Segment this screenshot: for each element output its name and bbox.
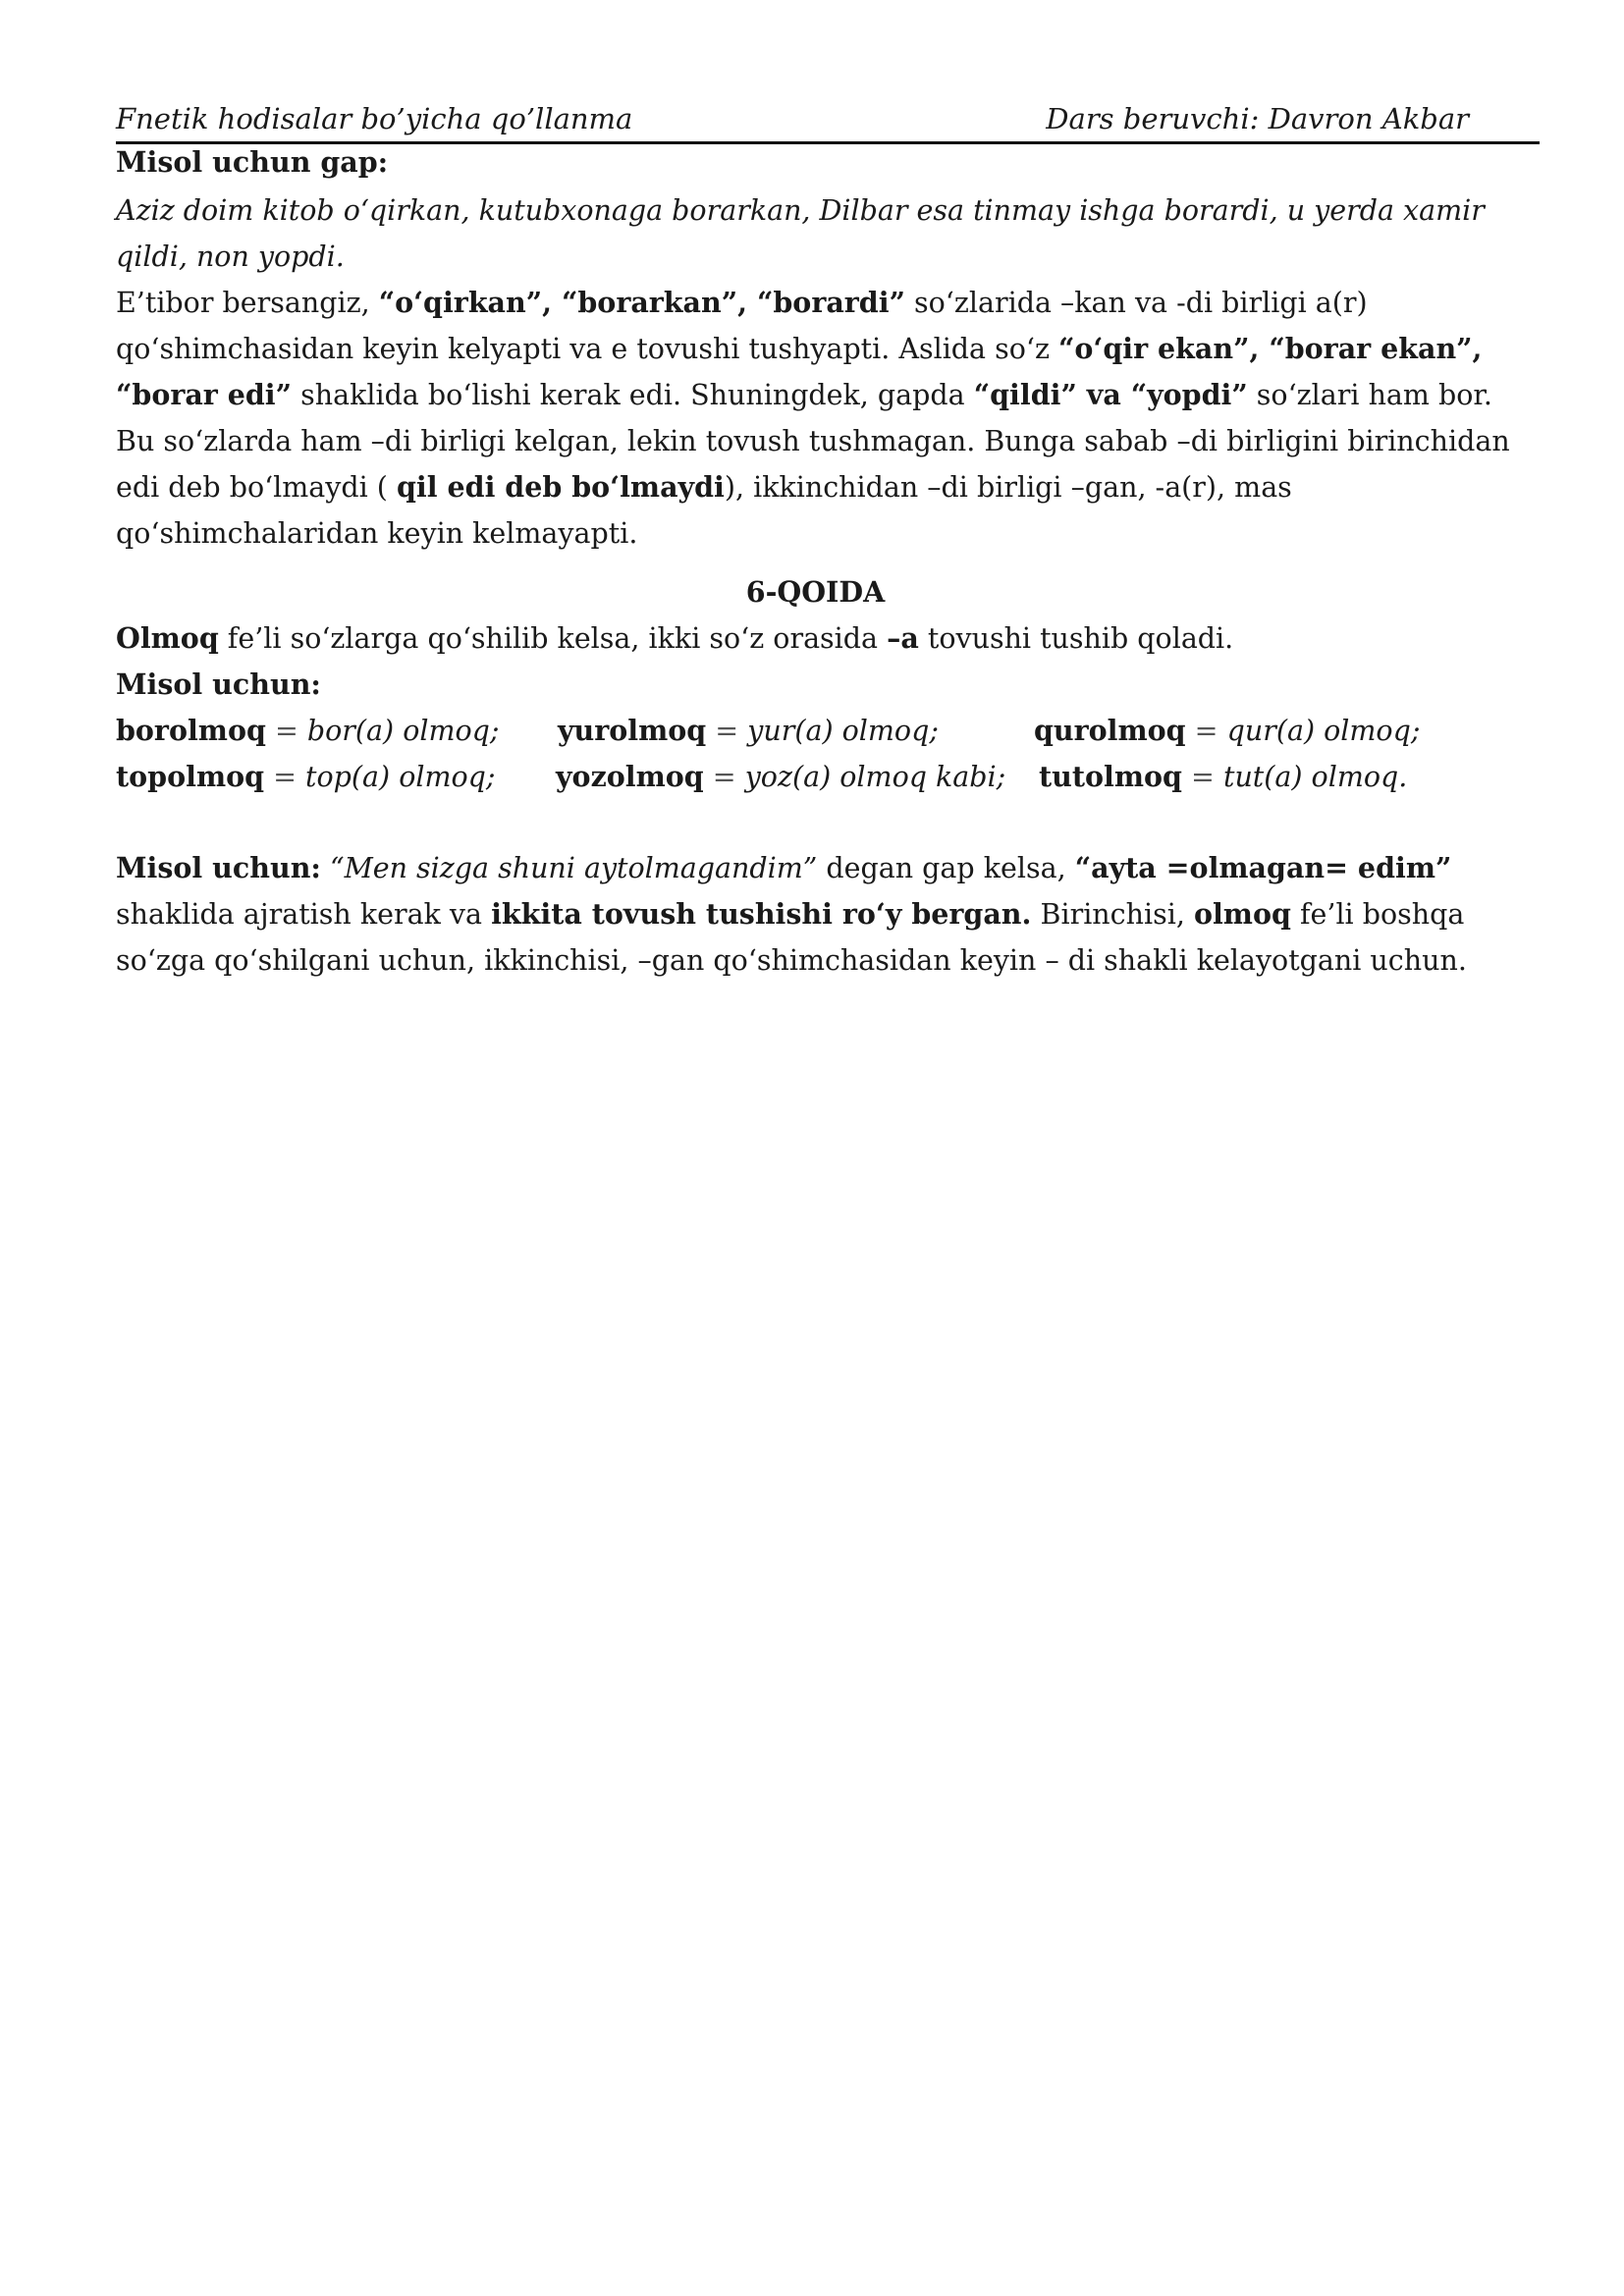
second-example-bold-2: ikkita tovush tushishi ro‘y bergan. (491, 897, 1032, 931)
example-equals: = (273, 761, 297, 793)
example-form: yoz(a) olmoq kabi; (744, 761, 1006, 793)
example-item (1034, 708, 1420, 754)
second-example-text-2: shaklida ajratish kerak va (116, 898, 492, 931)
example-word: qurolmoq (1034, 714, 1186, 747)
explanation-words-3: “qildi” va “yopdi” (973, 378, 1248, 411)
section-rule-6 (116, 569, 1515, 708)
rule-statement (116, 615, 1515, 662)
explanation-text-1: so‘zlarida –kan va -di birligi a(r) qo‘shimchasidan keyin kelyapti va e tovushi tushyapti. Aslida so‘z (116, 287, 1368, 365)
section-example-sentence (116, 139, 1515, 557)
example-equals: = (1191, 761, 1215, 793)
example-word: yurolmoq (558, 714, 707, 747)
examples-row-2 (116, 754, 1540, 800)
example-form: bor(a) olmoq; (306, 715, 500, 747)
second-example-quote: “Men sizga shuni aytolmagandim” (330, 852, 818, 884)
example-word: borolmoq (116, 714, 266, 747)
rule-letter: –a (887, 621, 919, 655)
example-word: topolmoq (116, 760, 265, 793)
second-example-split: “ayta =olmagan= edim” (1074, 851, 1452, 884)
header-author: Dars beruvchi: Davron Akbar (1046, 102, 1469, 135)
explanation-intro: E’tibor bersangiz, (116, 287, 379, 319)
example-equals: = (715, 715, 739, 747)
example-item (556, 754, 1005, 800)
example-equals: = (274, 715, 298, 747)
example-equals: = (712, 761, 736, 793)
example-item (116, 754, 496, 800)
explanation-paragraph (116, 280, 1515, 557)
header-title: Fnetik hodisalar bo’yicha qo’llanma (116, 102, 633, 135)
example-item (116, 708, 500, 754)
example-item (1039, 754, 1407, 800)
example-sentence: Aziz doim kitob o‘qirkan, kutubxonaga borarkan, Dilbar esa tinmay ishga borardi, u yerda xamir qildi, non yopdi. (116, 194, 1485, 273)
explanation-end: ), ikkinchidan –di birligi –gan, -a(r), mas qo‘shimchalaridan keyin kelmayapti. (116, 471, 1292, 550)
second-example-text-3: Birinchisi, (1031, 898, 1194, 931)
explanation-words-1: “o‘qirkan”, “borarkan”, “borardi” (378, 286, 905, 319)
explanation-words-2: “o‘qir ekan”, “borar ekan”, “borar edi” (116, 332, 1483, 411)
rule-word: Olmoq (116, 621, 219, 655)
rule-text-2: tovushi tushib qoladi. (918, 622, 1234, 655)
example-word: yozolmoq (556, 760, 704, 793)
examples-heading: Misol uchun: (116, 667, 321, 701)
section-second-example (116, 845, 1515, 984)
page-header (116, 102, 1540, 144)
second-example-bold-3: olmoq (1193, 897, 1291, 931)
explanation-text-3: so‘zlari ham bor. Bu so‘zlarda ham –di birligi kelgan, lekin tovush tushmagan. Bunga sabab –di birligini birinchidan edi deb bo‘lmaydi ( (116, 379, 1510, 504)
rule-text-1: fe’li so‘zlarga qo‘shilib kelsa, ikki so‘z orasida (218, 622, 888, 655)
example-equals: = (1194, 715, 1218, 747)
example-item (558, 708, 939, 754)
example-heading: Misol uchun gap: (116, 145, 389, 179)
example-form: tut(a) olmoq. (1223, 761, 1408, 793)
rule-title: 6-QOIDA (745, 575, 886, 609)
examples-row-1 (116, 708, 1540, 754)
second-example-end: fe’li boshqa so‘zga qo‘shilgani uchun, ikkinchisi, –gan qo‘shimchasidan keyin – di shakli kelayotgani uchun. (116, 898, 1467, 977)
example-form: top(a) olmoq; (305, 761, 496, 793)
explanation-words-4: qil edi deb bo‘lmaydi (397, 470, 725, 504)
example-form: qur(a) olmoq; (1226, 715, 1421, 747)
explanation-text-2: shaklida bo‘lishi kerak edi. Shuningdek, gapda (292, 379, 974, 411)
example-form: yur(a) olmoq; (747, 715, 939, 747)
example-word: tutolmoq (1039, 760, 1182, 793)
second-example-paragraph (116, 845, 1515, 984)
second-example-text-1: degan gap kelsa, (817, 852, 1075, 884)
second-example-label: Misol uchun: (116, 851, 321, 884)
